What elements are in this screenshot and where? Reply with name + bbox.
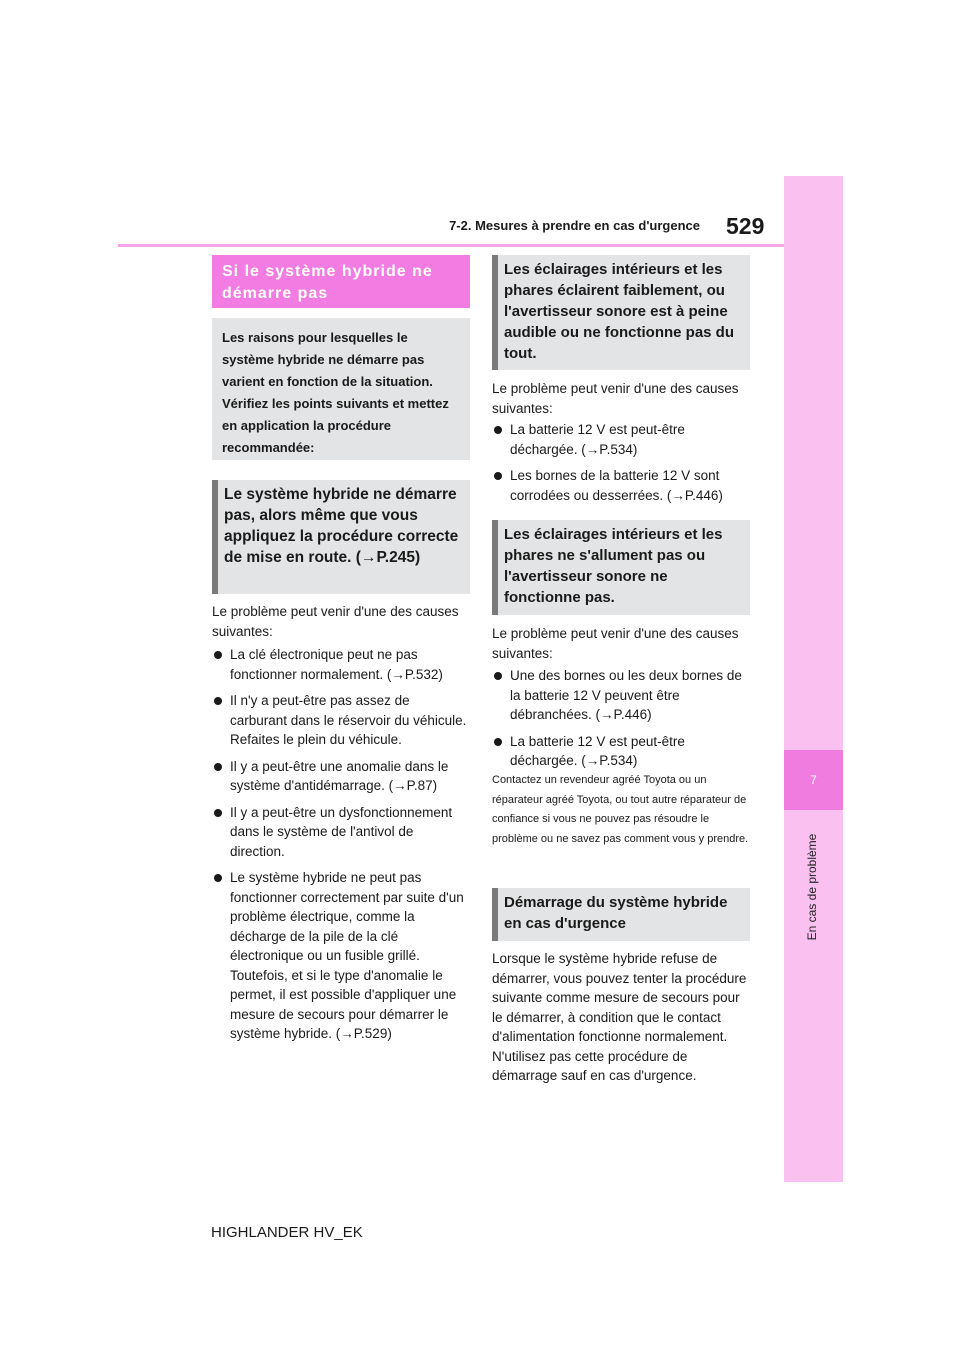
heading-no-lights: [492, 520, 750, 615]
intro-box: [212, 318, 470, 460]
left-bullet-list: [212, 645, 470, 1051]
emergency-warning: N'utilisez pas cette procédure de démarrage sauf en cas d'urgence.: [492, 1048, 697, 1083]
contact-note: Contactez un revendeur agréé Toyota ou un réparateur agréé Toyota, ou tout autre réparateur de confiance si vous ne pouvez pas résoudre le problème ou ne savez pas comment vous y prendre.: [492, 774, 749, 845]
right-bullet-list-2: [492, 666, 750, 778]
list-item: La batterie 12 V est peut-être déchargée. (→P.534): [492, 420, 750, 459]
sub-heading: [212, 480, 470, 594]
list-item: La clé électronique peut ne pas fonctionner normalement. (→P.532): [212, 645, 470, 684]
chapter-label: En cas de problème: [804, 833, 819, 941]
list-item: Il y a peut-être une anomalie dans le système d'antidémarrage. (→P.87): [212, 757, 470, 796]
left-lead: Le problème peut venir d'une des causes suivantes:: [212, 604, 459, 639]
emergency-text: Lorsque le système hybride refuse de démarrer, vous pouvez tenter la procédure suivante comme mesure de secours pour le démarrer, à condition que le contact d'alimentation fonctionne normalement.: [492, 951, 747, 1044]
heading-emergency-start-text: Démarrage du système hybride en cas d'urgence: [504, 894, 728, 932]
heading-no-lights-text: Les éclairages intérieurs et les phares ne s'allument pas ou l'avertisseur sonore ne fonctionne pas.: [504, 526, 723, 606]
emergency-paragraph: [492, 949, 750, 1086]
page-number: 529: [726, 213, 765, 239]
right-bullet-list-1: [492, 420, 750, 512]
list-item: Le système hybride ne peut pas fonctionner correctement par suite d'un problème électrique, comme la décharge de la pile de la clé électronique ou un fusible grillé. Toutefois, et si le type d'anomalie le permet, il est possible d'appliquer une mesure de secours pour démarrer le système hybride. (→P.529): [212, 868, 470, 1044]
list-item: La batterie 12 V est peut-être déchargée. (→P.534): [492, 732, 750, 771]
section-title: 7-2. Mesures à prendre en cas d'urgence: [449, 218, 700, 233]
list-item: Il y a peut-être un dysfonctionnement dans le système de l'antivol de direction.: [212, 803, 470, 862]
heading-emergency-start: [492, 888, 750, 941]
header-rule: [118, 244, 784, 247]
list-item: Il n'y a peut-être pas assez de carburant dans le réservoir du véhicule. Refaites le plein du véhicule.: [212, 691, 470, 750]
list-item: Une des bornes ou les deux bornes de la batterie 12 V peuvent être débranchées. (→P.446): [492, 666, 750, 725]
chapter-side-tab: [784, 176, 843, 1182]
model-footer: HIGHLANDER HV_EK: [211, 1224, 363, 1241]
chapter-number-tab: [784, 750, 843, 810]
chapter-label-wrapper: [784, 812, 843, 962]
heading-dim-lights-text: Les éclairages intérieurs et les phares éclairent faiblement, ou l'avertisseur sonore est à peine audible ou ne fonctionne pas du tout.: [504, 261, 735, 362]
chapter-number: 7: [810, 773, 817, 787]
sub-heading-text: Le système hybride ne démarre pas, alors même que vous appliquez la procédure correcte de mise en route. (→P.245): [224, 486, 459, 566]
intro-text: Les raisons pour lesquelles le système hybride ne démarre pas varient en fonction de la situation. Vérifiez les points suivants et mettez en application la procédure recommandée:: [222, 330, 449, 455]
right-lead-2: Le problème peut venir d'une des causes suivantes:: [492, 626, 739, 661]
main-heading: Si le système hybride ne démarre pas: [212, 255, 470, 308]
right-lead-1: Le problème peut venir d'une des causes suivantes:: [492, 381, 739, 416]
heading-dim-lights: [492, 255, 750, 370]
list-item: Les bornes de la batterie 12 V sont corrodées ou desserrées. (→P.446): [492, 466, 750, 505]
